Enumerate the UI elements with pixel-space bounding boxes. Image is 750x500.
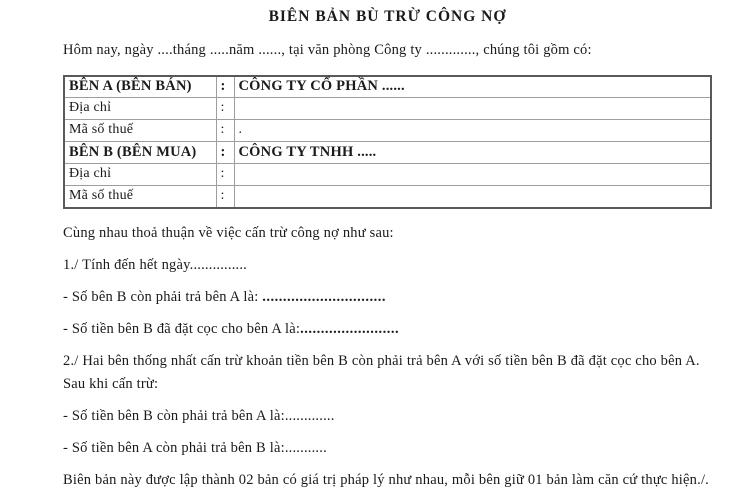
- taxcode-b-label-cell: Mã số thuế: [64, 186, 216, 208]
- party-a-label-cell: BÊN A (BÊN BÁN): [64, 76, 216, 98]
- item1-line2: [63, 318, 712, 341]
- document-title: BIÊN BẢN BÙ TRỪ CÔNG NỢ: [268, 8, 507, 25]
- party-b-label-cell: BÊN B (BÊN MUA): [64, 142, 216, 164]
- item1-line1-text: - Số bên B còn phải trả bên A là:: [63, 288, 263, 305]
- taxcode-a-value-cell: .: [234, 120, 711, 142]
- taxcode-a-label-cell: Mã số thuế: [64, 120, 216, 142]
- item1-line1-dotted-blank: ..............................: [262, 288, 387, 305]
- colon-cell: :: [216, 120, 234, 142]
- colon-cell: :: [216, 142, 234, 164]
- address-b-label-cell: Địa chỉ: [64, 164, 216, 186]
- table-row-party-b: [64, 142, 711, 164]
- item1-line2-dotted-blank: ........................: [300, 320, 400, 337]
- taxcode-b-value-cell: [234, 186, 711, 208]
- colon-cell: :: [216, 76, 234, 98]
- document-body: [63, 222, 712, 492]
- intro-line: Hôm nay, ngày ....tháng .....năm ......, tại văn phòng Công ty ............., chúng tôi gồm có:: [63, 41, 592, 58]
- table-row-address-b: [64, 164, 711, 186]
- party-info-table: [63, 75, 712, 209]
- address-b-value-cell: [234, 164, 711, 186]
- item2-line2: - Số tiền bên A còn phải trả bên B là:...........: [63, 439, 327, 456]
- item1-line1: [63, 286, 712, 309]
- address-a-value-cell: [234, 98, 711, 120]
- item1-line2-text: - Số tiền bên B đã đặt cọc cho bên A là:: [63, 320, 301, 337]
- address-a-label-cell: Địa chỉ: [64, 98, 216, 120]
- table-row-taxcode-a: [64, 120, 711, 142]
- party-b-name-cell: CÔNG TY TNHH .....: [234, 142, 711, 164]
- item1-heading: 1./ Tính đến hết ngày...............: [63, 256, 247, 273]
- closing-paragraph: Biên bản này được lập thành 02 bản có giá trị pháp lý như nhau, mỗi bên giữ 01 bản làm căn cứ thực hiện./.: [63, 471, 709, 488]
- item2-heading: 2./ Hai bên thống nhất cấn trừ khoản tiền bên B còn phải trả bên A với số tiền bên B đã đặt cọc cho bên A. Sau khi cấn trừ:: [63, 352, 700, 392]
- colon-cell: :: [216, 186, 234, 208]
- colon-cell: :: [216, 98, 234, 120]
- table-row-party-a: [64, 76, 711, 98]
- table-row-address-a: [64, 98, 711, 120]
- table-row-taxcode-b: [64, 186, 711, 208]
- colon-cell: :: [216, 164, 234, 186]
- party-a-name-cell: CÔNG TY CỔ PHẦN ......: [234, 76, 711, 98]
- agreement-intro-paragraph: Cùng nhau thoả thuận về việc cấn trừ công nợ như sau:: [63, 224, 394, 241]
- item2-line1: - Số tiền bên B còn phải trả bên A là:.............: [63, 407, 335, 424]
